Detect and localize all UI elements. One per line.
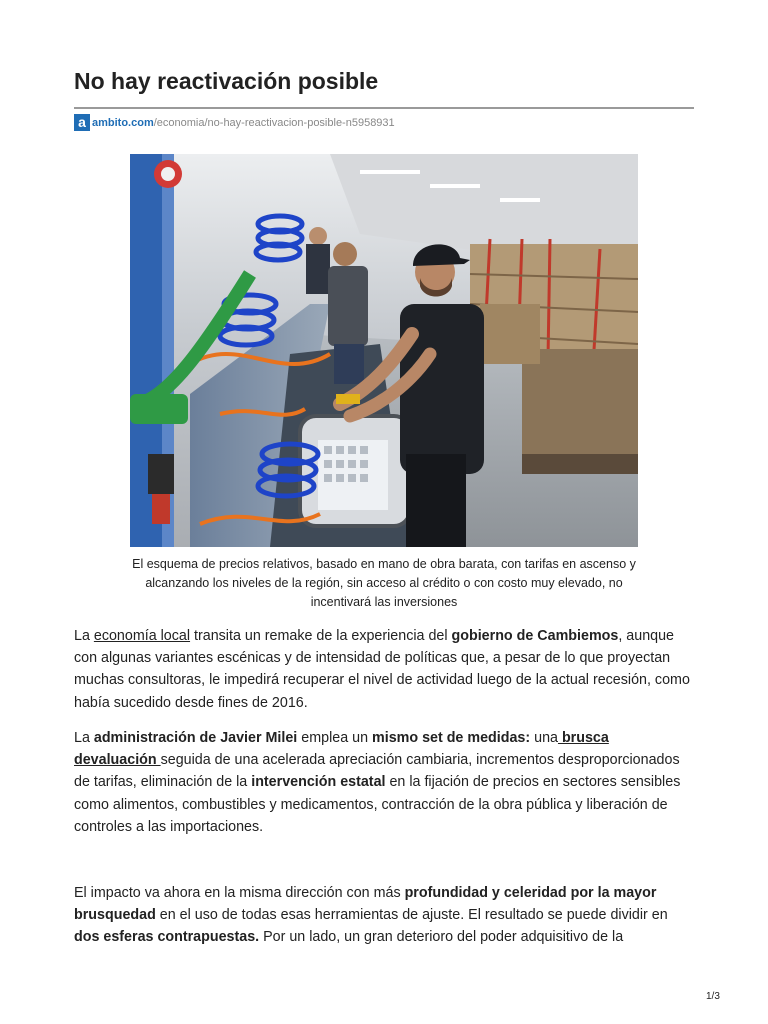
ambito-logo-icon: a (74, 114, 90, 131)
bold-administracion-milei: administración de Javier Milei (93, 730, 298, 746)
bold-profundidad: profundidad y celeridad por la mayor brusquedad (74, 885, 657, 924)
title-divider (74, 107, 694, 109)
paragraph-2: La administración de Javier Milei emplea un mismo set de medidas: una brusca devaluación seguida de una acelerada apreciación cambiaria, incrementos desproporcionados de tarifas, eliminación de la intervención estatal en la fijación de precios en sectores sensibles como alimentos, combustibles y medicamentos, contracción de la obra pública y liberación de controles a las importaciones. (74, 730, 681, 835)
article-photo (130, 154, 638, 547)
bold-mismo-set: mismo set de medidas: (372, 730, 531, 746)
source-path[interactable]: /economia/no-hay-reactivacion-posible-n5958931 (153, 116, 395, 129)
source-url[interactable] (74, 114, 395, 131)
page-number: 1/3 (706, 991, 720, 1002)
link-economia-local[interactable]: economía local (93, 628, 191, 644)
link-brusca-devaluacion[interactable]: brusca devaluación (74, 730, 609, 769)
bold-dos-esferas: dos esferas contrapuestas. (74, 929, 260, 946)
bold-gobierno-cambiemos: gobierno de Cambiemos (451, 628, 619, 644)
image-caption: El esquema de precios relativos, basado en mano de obra barata, con tarifas en ascenso y alcanzando los niveles de la región, sin acceso al crédito o con costo muy elevado, no incentivará las inversiones (132, 557, 636, 609)
paragraph-1: La economía local transita un remake de la experiencia del gobierno de Cambiemos, aunque con algunas variantes escénicas y de intensidad de políticas que, a pesar de lo que proyectan muchas consultoras, le impedirá recuperar el nivel de actividad luego de la actual recesión, como había sucedido desde fines de 2016. (74, 628, 690, 711)
article-title: No hay reactivación posible (74, 68, 379, 94)
source-domain[interactable]: ambito.com (92, 116, 154, 129)
paragraph-3: El impacto va ahora en la misma dirección con más profundidad y celeridad por la mayor brusquedad en el uso de todas esas herramientas de ajuste. El resultado se puede dividir en dos esferas contrapuestas. Por un lado, un gran deterioro del poder adquisitivo de la (74, 885, 668, 946)
bold-intervencion-estatal: intervención estatal (251, 774, 386, 791)
